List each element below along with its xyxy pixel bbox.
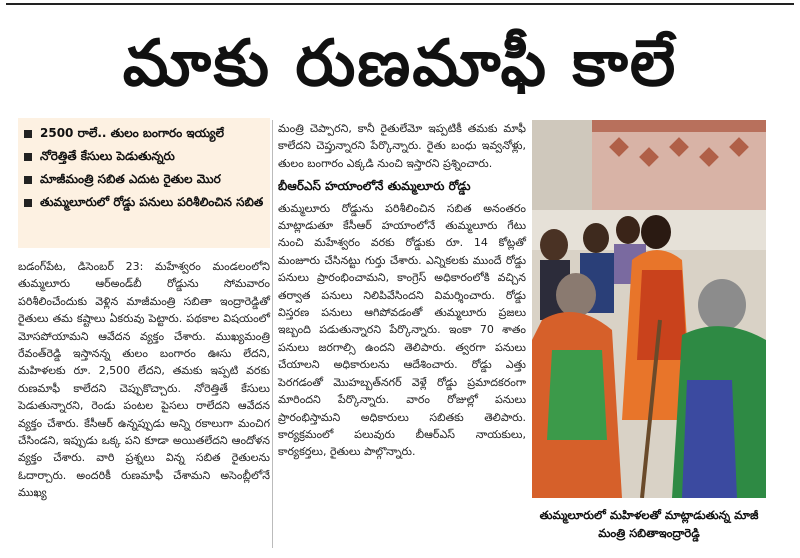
top-rule — [6, 3, 794, 5]
bullet-square-icon — [24, 130, 32, 138]
headline: మాకు రుణమాఫీ కాలే — [122, 27, 678, 101]
article-column-2 — [278, 120, 526, 461]
highlight-text: తుమ్మలూరులో రోడ్డు పనులు పరిశీలించిన సబిత — [40, 195, 264, 209]
article-column-1 — [18, 258, 270, 502]
highlight-item — [18, 122, 270, 145]
highlight-item — [18, 145, 270, 168]
news-photo — [532, 120, 766, 498]
column-divider — [272, 120, 273, 548]
highlight-text: 2500 రాలే.. తులం బంగారం ఇయ్యలే — [40, 126, 224, 140]
article-paragraph: బడంగ్‌పేట, డిసెంబర్ 23: మహేశ్వరం మండలంలోని తుమ్మలూరు ఆర్‌అండ్‌బీ రోడ్డును సోమవారం పరిశీలించేందుకు వెళ్లిన మాజీమంత్రి సబితా ఇంద్రారెడ్డితో రైతులు తమ కష్టాలు ఏకరువు పెట్టారు. పథకాల విషయంలో మోసపోయామని ఆవేదన వ్యక్తం చేశారు. ముఖ్యమంత్రి రేవంత్‌రెడ్డి ఇస్తానన్న తులం బంగారం ఊసు లేదని, మహిళలకు రూ. 2,500 లేదని, తమకు ఇప్పటి వరకు రుణమాఫీ కాలేదని చెప్పుకొచ్చారు. నోరెత్తితే కేసులు పెడుతున్నారని, రెండు పంటల పైసలు రాలేదని ఆవేదన వ్యక్తం చేశారు. కేసీఆర్ ఉన్నప్పుడు అన్ని రకాలుగా మంచిగ చేసిండని, ఇప్పుడు ఒక్క పని కూడా అయితలేదని ఆందోళన వ్యక్తం చేశారు. వారి ప్రశ్నలు విన్న సబిత రైతులను ఓదార్చారు. అందరికీ రుణమాఫీ చేశామని అసెంబ్లీలోనే ముఖ్య — [18, 260, 270, 500]
highlights-box — [18, 118, 270, 248]
article-paragraph: మంత్రి చెప్పారని, కానీ రైతులేమో ఇప్పటికీ తమకు మాఫీ కాలేదని చెప్తున్నారని పేర్కొన్నారు. రైతు బంధు ఇవ్వనోళ్లు, తులం బంగారం ఎక్కడి నుంచి ఇస్తారని ప్రశ్నించారు. — [278, 122, 526, 170]
article-subheading: బీఆర్‌ఎస్ హయాంలోనే తుమ్మలూరు రోడ్డు — [278, 179, 471, 194]
bullet-square-icon — [24, 153, 32, 161]
highlight-text: నోరెత్తితే కేసులు పెడుతున్నరు — [40, 149, 175, 163]
article-paragraph: తుమ్మలూరు రోడ్డును పరిశీలించిన సబిత అనంతరం మాట్లాడుతూ కేసీఆర్ హయాంలోనే తుమ్మలూరు గేటు నుంచి మహేశ్వరం వరకు రోడ్డుకు రూ. 14 కోట్లతో మంజూరు చేసినట్టు గుర్తు చేశారు. ఎన్నికలకు ముందే రోడ్డు పనులు ప్రారంభించామని, కాంగ్రెస్ అధికారంలోకి వచ్చిన తర్వాత పనులు నిలిపివేసిందని విమర్శించారు. రోడ్డు విస్తరణ పనులు ఆగిపోవడంతో తుమ్మలూరు ప్రజలు ఇబ్బంది పడుతున్నారని పేర్కొన్నారు. ఇంకా 70 శాతం పనులు జరగాల్సి ఉందని తెలిపారు. త్వరగా పనులు చేయాలని అధికారులను ఆదేశించారు. రోడ్డు ఎత్తు పెరగడంతో మొహబ్బత్‌నగర్ వెళ్లే రోడ్డు ప్రమాదకరంగా మారిందని పేర్కొన్నారు. వారం రోజుల్లో పనులు ప్రారంభిస్తామని అధికారులు సబితకు తెలిపారు. కార్యక్రమంలో పలువురు బీఆర్‌ఎస్ నాయకులు, కార్యకర్తలు, రైతులు పాల్గొన్నారు. — [278, 201, 526, 459]
bullet-square-icon — [24, 199, 32, 207]
highlight-text: మాజీమంత్రి సబిత ఎదుట రైతుల మొర — [40, 172, 221, 186]
news-photo-illustration — [532, 120, 766, 498]
highlight-item — [18, 168, 270, 191]
bullet-square-icon — [24, 176, 32, 184]
highlight-item — [18, 191, 270, 214]
photo-caption: తుమ్మలూరులో మహిళలతో మాట్లాడుతున్న మాజీ మంత్రి సబితాఇంద్రారెడ్డి — [539, 508, 759, 540]
